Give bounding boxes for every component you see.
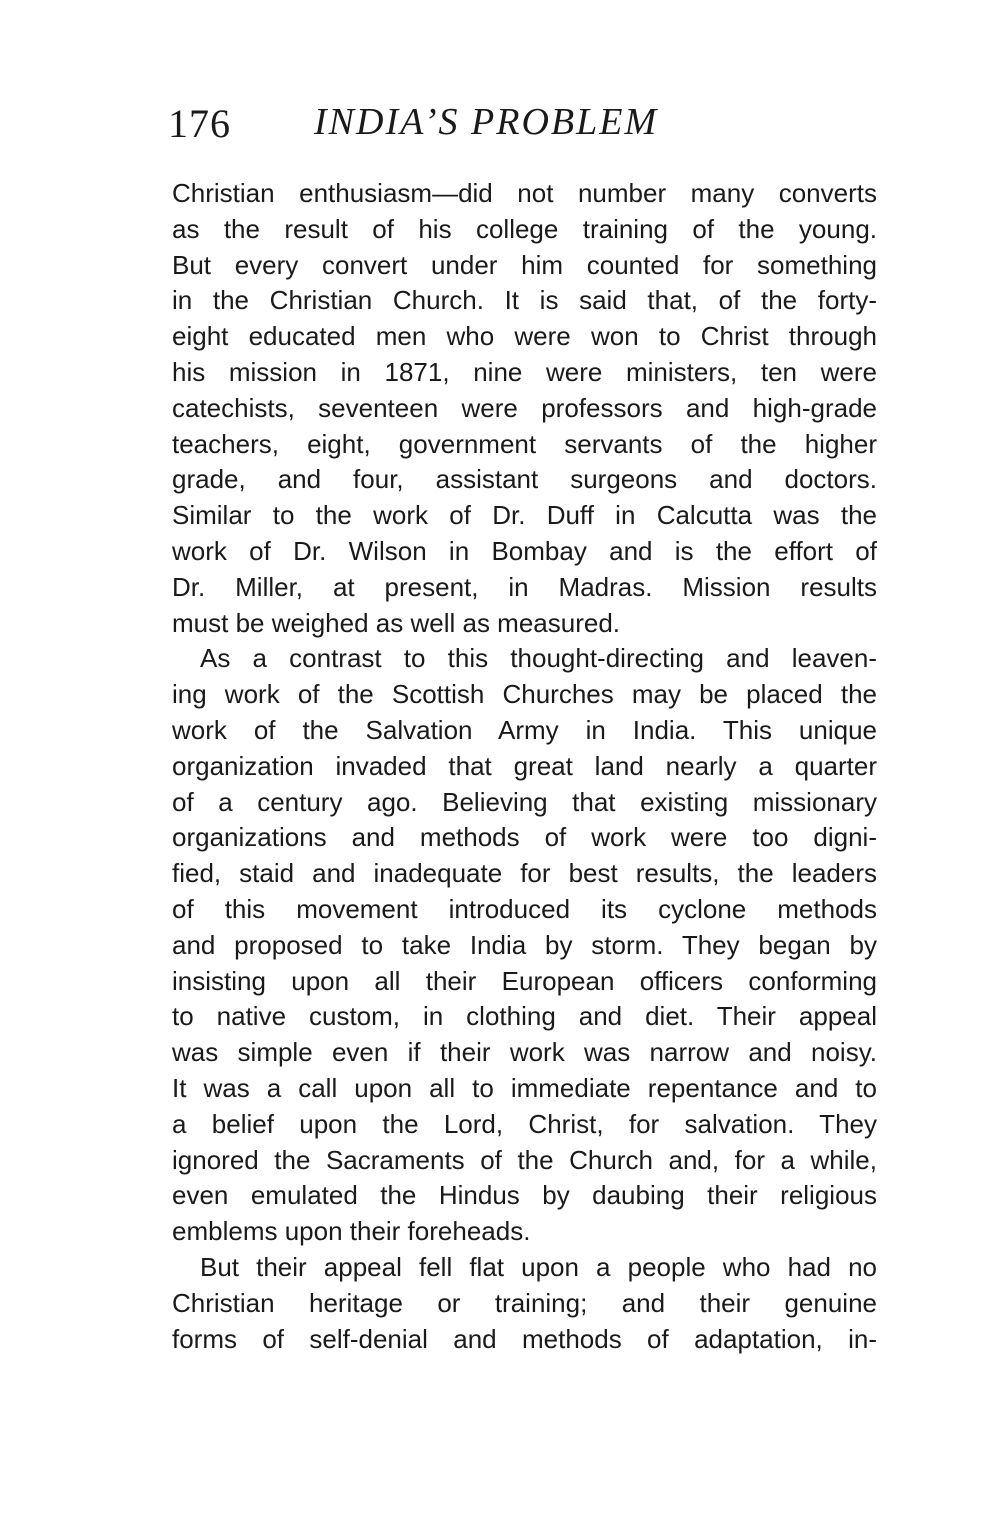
text-line: organizations and methods of work were too digni- bbox=[172, 822, 877, 853]
text-line: emblems upon their foreheads. bbox=[172, 1216, 531, 1247]
text-line: of a century ago. Believing that existing missionary bbox=[172, 786, 877, 817]
text-line: ignored the Sacraments of the Church and, for a while, bbox=[172, 1144, 877, 1175]
text-line: organization invaded that great land nearly a quarter bbox=[172, 750, 877, 781]
text-line: insisting upon all their European officers conforming bbox=[172, 965, 877, 996]
text-line: was simple even if their work was narrow and noisy. bbox=[172, 1037, 877, 1068]
paragraph bbox=[172, 641, 877, 1250]
page-number: 176 bbox=[168, 101, 231, 146]
text-line: Christian enthusiasm—did not number many converts bbox=[172, 178, 877, 208]
text-line: a belief upon the Lord, Christ, for salvation. They bbox=[172, 1108, 877, 1139]
text-line: work of Dr. Wilson in Bombay and is the effort of bbox=[172, 535, 877, 566]
text-line: as the result of his college training of the young. bbox=[172, 213, 877, 244]
text-line: forms of self-denial and methods of adaptation, in- bbox=[172, 1323, 877, 1354]
text-line: even emulated the Hindus by daubing their religious bbox=[172, 1180, 877, 1211]
text-line: But their appeal fell flat upon a people who had no bbox=[200, 1251, 877, 1282]
text-line: and proposed to take India by storm. They began by bbox=[172, 929, 877, 960]
text-line: grade, and four, assistant surgeons and doctors. bbox=[172, 464, 877, 495]
text-line: eight educated men who were won to Christ through bbox=[172, 321, 877, 352]
text-line: teachers, eight, government servants of the higher bbox=[172, 428, 877, 459]
text-line: in the Christian Church. It is said that, of the forty- bbox=[172, 285, 877, 316]
paragraph bbox=[172, 1250, 877, 1357]
text-line: As a contrast to this thought-directing and leaven- bbox=[200, 643, 877, 674]
paragraph bbox=[172, 176, 877, 641]
text-line: Dr. Miller, at present, in Madras. Mission results bbox=[172, 571, 877, 602]
text-line: ing work of the Scottish Churches may be placed the bbox=[172, 679, 877, 710]
text-line: It was a call upon all to immediate repentance and to bbox=[172, 1072, 877, 1103]
page-header bbox=[168, 100, 888, 150]
text-line: fied, staid and inadequate for best results, the leaders bbox=[172, 858, 877, 889]
text-line: Christian heritage or training; and their genuine bbox=[172, 1287, 877, 1318]
text-line: But every convert under him counted for something bbox=[172, 249, 877, 280]
body-text bbox=[172, 176, 877, 1357]
text-line: catechists, seventeen were professors and high-grade bbox=[172, 392, 877, 423]
text-line: his mission in 1871, nine were ministers, ten were bbox=[172, 356, 877, 387]
text-line: of this movement introduced its cyclone methods bbox=[172, 893, 877, 924]
text-line: to native custom, in clothing and diet. Their appeal bbox=[172, 1001, 877, 1032]
text-line: Similar to the work of Dr. Duff in Calcutta was the bbox=[172, 500, 877, 531]
running-title: INDIA’S PROBLEM bbox=[314, 101, 659, 143]
text-line: work of the Salvation Army in India. This unique bbox=[172, 714, 877, 745]
text-line: must be weighed as well as measured. bbox=[172, 607, 621, 638]
